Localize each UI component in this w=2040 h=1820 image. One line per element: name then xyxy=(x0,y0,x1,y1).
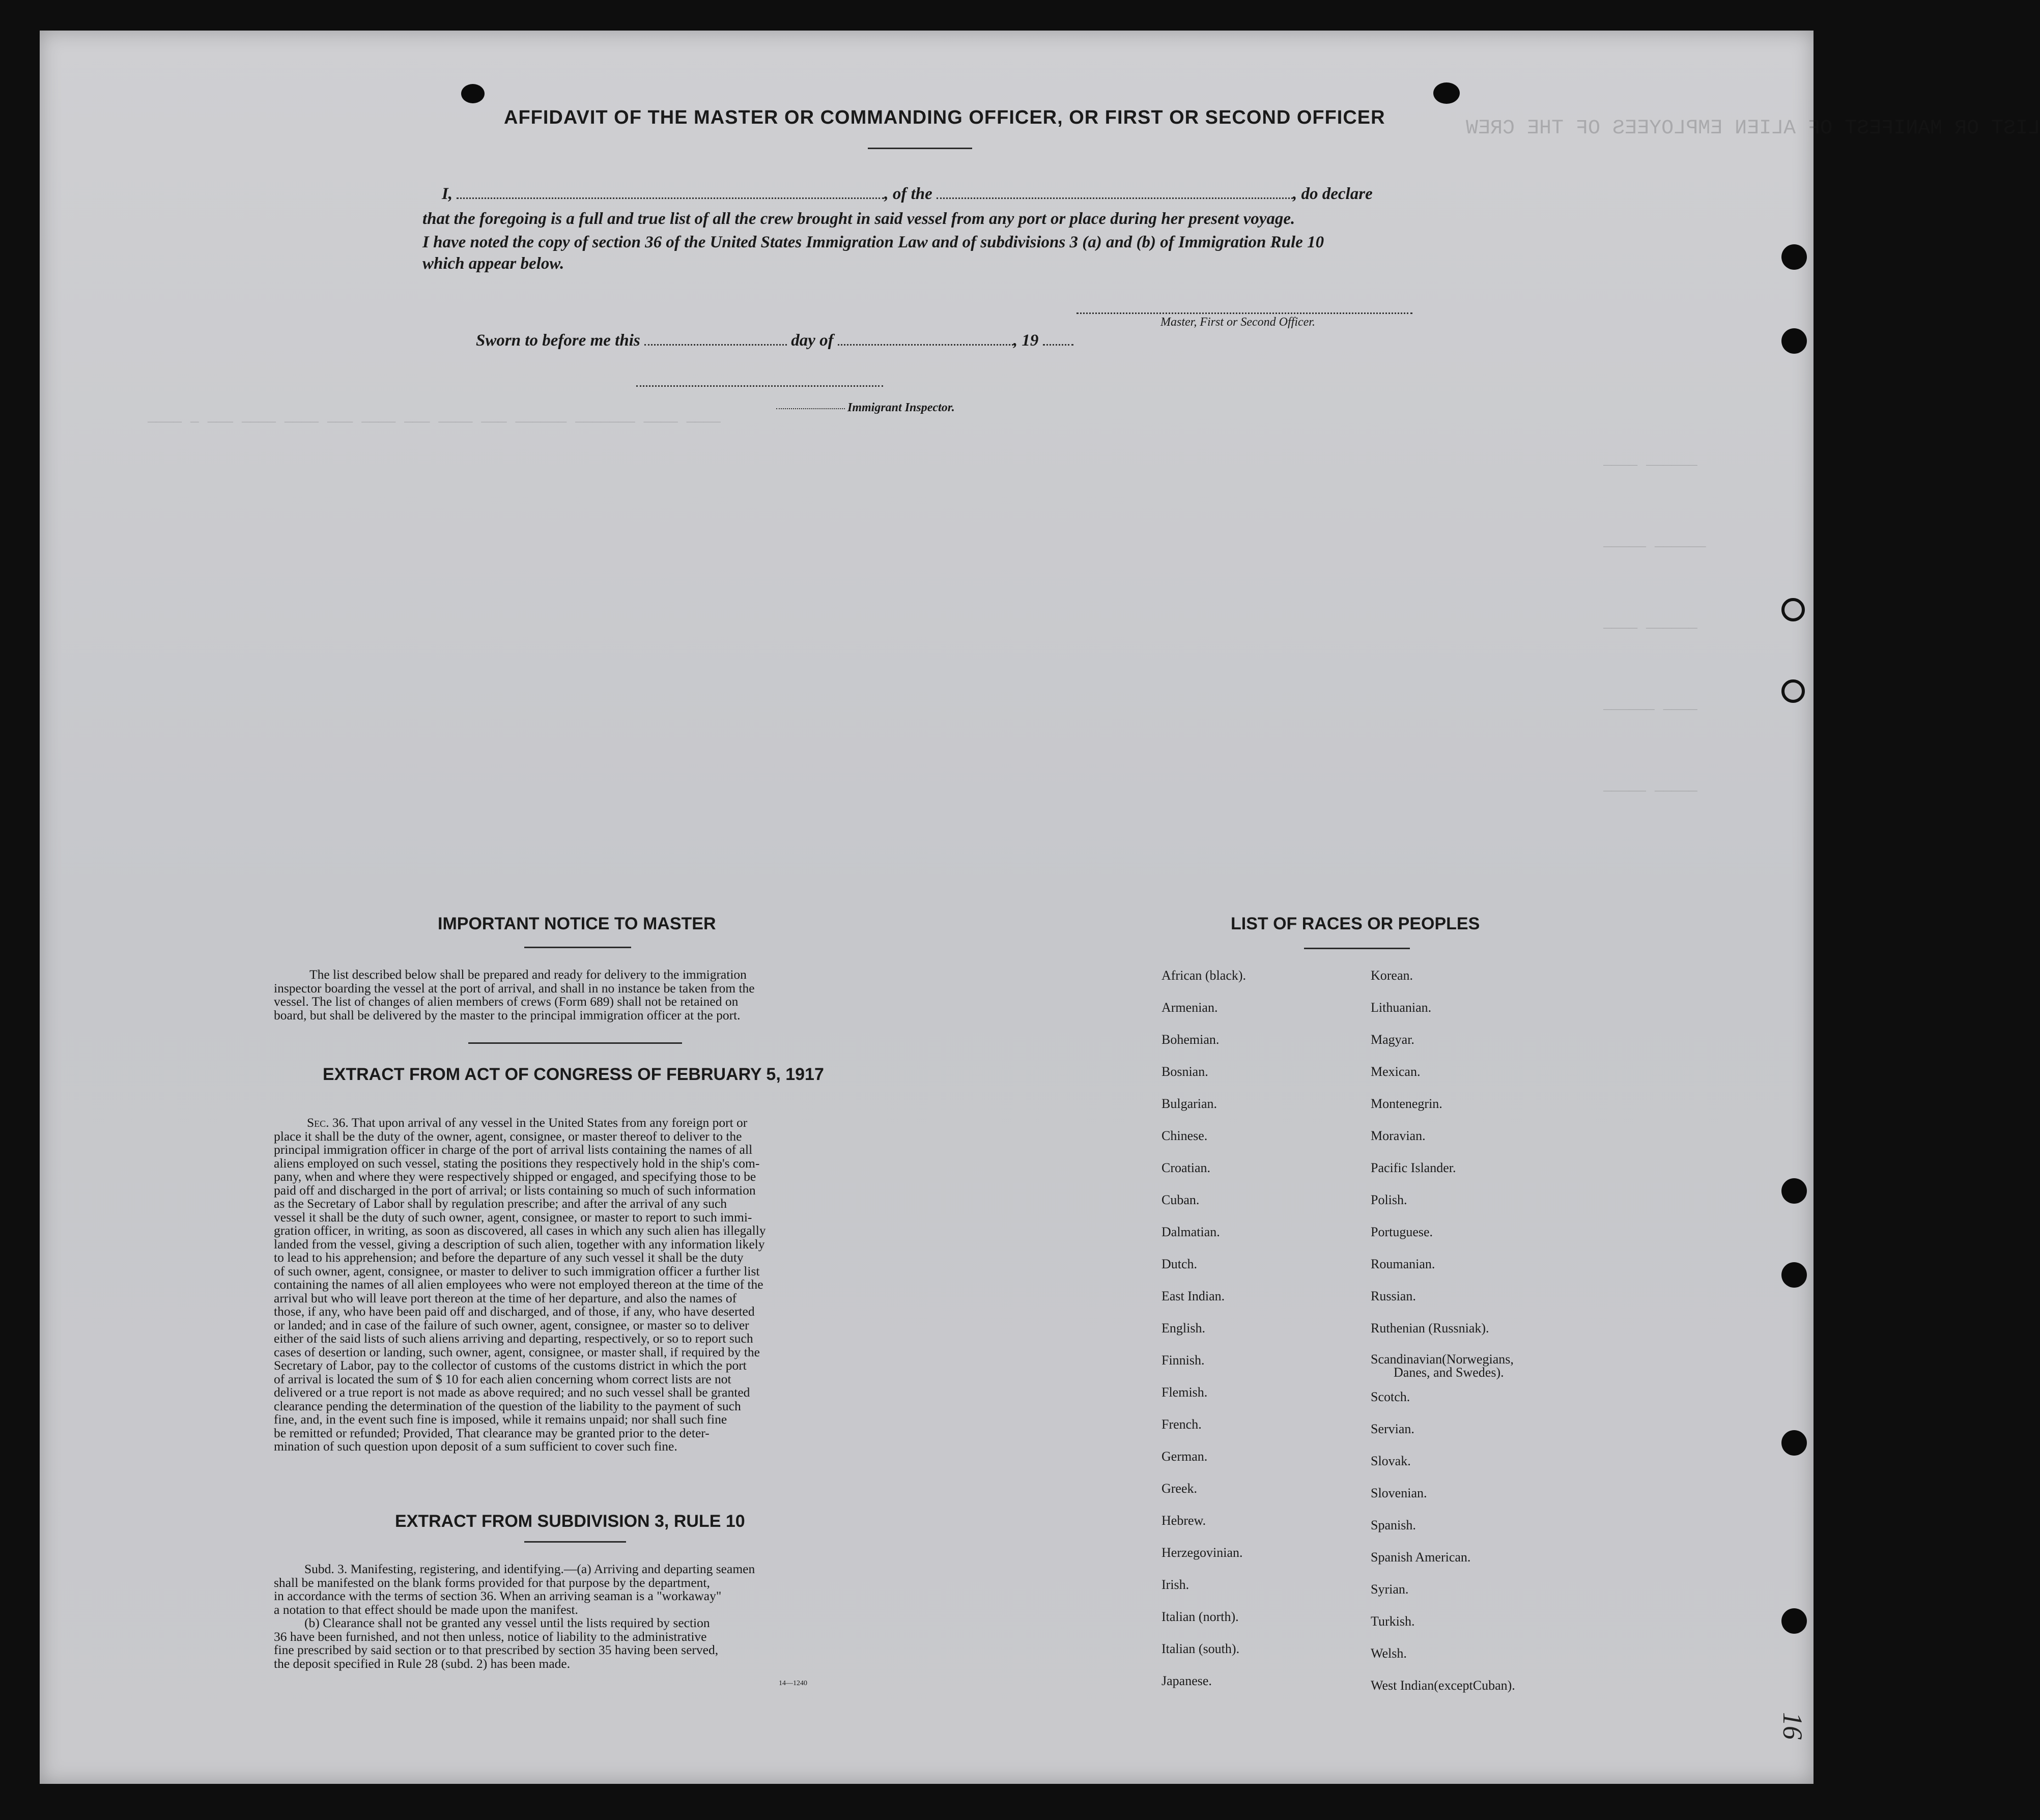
race-item: Russian. xyxy=(1371,1289,1416,1303)
handwritten-page-number: 16 xyxy=(1777,1712,1808,1740)
bleed-through-text: ______ ____ xyxy=(1603,697,1697,713)
act-line: either of the said lists of such aliens arriving and departing, respectively, or so to report such xyxy=(274,1331,753,1346)
officer-name-field[interactable] xyxy=(457,183,884,199)
act-line: That upon arrival of any vessel in the United States from any foreign port or xyxy=(351,1115,748,1130)
race-item: East Indian. xyxy=(1161,1289,1225,1303)
act-line: to lead to his apprehension; and before the departure of any such vessel it shall be the duty xyxy=(274,1250,744,1265)
race-item: Scotch. xyxy=(1371,1389,1410,1404)
race-item: Mexican. xyxy=(1371,1064,1421,1079)
rule-line: the deposit specified in Rule 28 (subd. 2) has been made. xyxy=(274,1656,571,1671)
notice-heading: IMPORTANT NOTICE TO MASTER xyxy=(438,914,716,933)
act-paragraph xyxy=(274,1116,880,1454)
race-item: Italian (south). xyxy=(1161,1641,1240,1656)
act-line: Secretary of Labor, pay to the collector of customs of the customs district in which the port xyxy=(274,1358,747,1373)
race-item: Greek. xyxy=(1161,1481,1198,1496)
act-line: delivered or a true report is not made as above required; and no such vessel shall be granted xyxy=(274,1385,750,1400)
act-line: be remitted or refunded; Provided, That clearance may be granted prior to the deter- xyxy=(274,1425,710,1440)
act-line: pany, when and where they were respectively shipped or engaged, and specifying those to be xyxy=(274,1169,756,1184)
affidavit-line-2: that the foregoing is a full and true list of all the crew brought in said vessel from any port or place during her present voyage. xyxy=(422,210,1295,228)
title-divider xyxy=(868,148,972,149)
race-item: Slovak. xyxy=(1371,1454,1411,1468)
race-item: African (black). xyxy=(1161,968,1246,983)
race-item: Dalmatian. xyxy=(1161,1225,1220,1239)
year-label: , 19 xyxy=(1013,331,1039,350)
bleed-through-text: ____ ______ xyxy=(1603,616,1697,632)
race-item: Bosnian. xyxy=(1161,1064,1208,1079)
race-item: Servian. xyxy=(1371,1421,1414,1436)
rule-line: shall be manifested on the blank forms provided for that purpose by the department, xyxy=(274,1575,710,1590)
affidavit-line-3: I have noted the copy of section 36 of the United States Immigration Law and of subdivisions 3 (a) and (b) of Immigration Rule 10 xyxy=(422,233,1324,251)
act-line: landed from the vessel, giving a description of such alien, together with any information likely xyxy=(274,1236,765,1252)
race-item: Turkish. xyxy=(1371,1614,1415,1629)
sec-label: Sec. 36. xyxy=(307,1115,349,1130)
races-divider xyxy=(1304,948,1410,949)
race-item: Chinese. xyxy=(1161,1128,1208,1143)
affidavit-title: AFFIDAVIT OF THE MASTER OR COMMANDING OFFICER, OR FIRST OR SECOND OFFICER xyxy=(504,107,1385,128)
affidavit-declaration-line xyxy=(442,183,1373,204)
race-item: Korean. xyxy=(1371,968,1413,983)
punch-hole xyxy=(1781,598,1805,621)
punch-hole xyxy=(461,84,485,103)
act-line: fine, and, in the event such fine is imposed, while it remains unpaid; nor shall such fine xyxy=(274,1412,727,1427)
notice-line: inspector boarding the vessel at the port of arrival, and shall in no instance be taken from the xyxy=(274,980,755,996)
race-item: Magyar. xyxy=(1371,1032,1414,1047)
rule-divider xyxy=(524,1541,626,1543)
race-item: Japanese. xyxy=(1161,1673,1212,1688)
punch-hole xyxy=(1781,328,1807,354)
punch-hole xyxy=(1781,1608,1807,1634)
races-heading: LIST OF RACES OR PEOPLES xyxy=(1231,914,1480,933)
rule-line: 36 have been furnished, and not then unless, notice of liability to the administrative xyxy=(274,1629,707,1644)
race-item: Portuguese. xyxy=(1371,1225,1433,1239)
rule-line: fine prescribed by said section or to that prescribed by section 35 having been served, xyxy=(274,1642,719,1657)
rule-line: Subd. 3. Manifesting, registering, and identifying.—(a) Arriving and departing seamen xyxy=(304,1561,755,1576)
rule-line: in accordance with the terms of section 36. When an arriving seaman is a "workaway" xyxy=(274,1588,722,1603)
race-item: Bohemian. xyxy=(1161,1032,1220,1047)
act-line: as the Secretary of Labor shall by regulation prescribe; and after the arrival of any such xyxy=(274,1196,727,1211)
do-declare-label: , do declare xyxy=(1293,185,1373,203)
race-item: Cuban. xyxy=(1161,1192,1200,1207)
act-line: of arrival is located the sum of $ 10 for each alien concerning whom correct lists are not xyxy=(274,1371,731,1386)
race-item: Welsh. xyxy=(1371,1646,1407,1661)
sworn-line xyxy=(476,330,1073,350)
race-item: Dutch. xyxy=(1161,1257,1198,1271)
i-label: I, xyxy=(442,185,453,203)
act-line: aliens employed on such vessel, stating the positions they respectively hold in the ship's com- xyxy=(274,1155,760,1171)
master-signature-field[interactable] xyxy=(1076,312,1412,314)
races-right-column xyxy=(1371,968,1605,1710)
race-item: Danes, and Swedes). xyxy=(1394,1365,1504,1380)
inspector-signature-field[interactable] xyxy=(636,385,883,387)
notice-line: board, but shall be delivered by the master to the principal immigration officer at the port. xyxy=(274,1007,741,1022)
race-item: Finnish. xyxy=(1161,1353,1205,1368)
punch-hole xyxy=(1433,82,1460,104)
act-line: arrival but who will leave port thereon at the time of her departure, and also the names of xyxy=(274,1290,737,1305)
inspector-caption: Immigrant Inspector. xyxy=(847,401,955,414)
rule-line: (b) Clearance shall not be granted any vessel until the lists required by section xyxy=(304,1615,710,1630)
race-item: Montenegrin. xyxy=(1371,1096,1442,1111)
race-item: Bulgarian. xyxy=(1161,1096,1217,1111)
race-item: Croatian. xyxy=(1161,1160,1211,1175)
rule-paragraph xyxy=(274,1562,874,1670)
race-item: Flemish. xyxy=(1161,1385,1208,1400)
act-line: vessel it shall be the duty of such owner, agent, consignee, or master to report to such immi- xyxy=(274,1209,752,1225)
race-item: Slovenian. xyxy=(1371,1486,1427,1500)
notice-line: vessel. The list of changes of alien members of crews (Form 689) shall not be retained on xyxy=(274,994,739,1009)
day-of-label: day of xyxy=(791,331,834,350)
notice-line: The list described below shall be prepared and ready for delivery to the immigration xyxy=(309,967,747,982)
vessel-name-field[interactable] xyxy=(937,183,1293,199)
act-line: gration officer, in writing, as soon as discovered, all cases in which any such alien has illegally xyxy=(274,1223,766,1238)
race-item: West Indian(exceptCuban). xyxy=(1371,1678,1515,1693)
punch-hole xyxy=(1781,244,1807,270)
act-line: cases of desertion or landing, such owner, agent, consignee, or master shall, if required by the xyxy=(274,1344,760,1359)
notice-bottom-divider xyxy=(468,1042,682,1044)
act-line: those, if any, who have been paid off and discharged, and of those, if any, who have deserted xyxy=(274,1304,755,1319)
race-item: French. xyxy=(1161,1417,1202,1432)
race-item: Hebrew. xyxy=(1161,1513,1206,1528)
race-item: Lithuanian. xyxy=(1371,1000,1432,1015)
sworn-label: Sworn to before me this xyxy=(476,331,640,350)
punch-hole xyxy=(1781,1430,1807,1456)
race-item: English. xyxy=(1161,1321,1205,1335)
sworn-day-field[interactable] xyxy=(644,330,787,346)
notice-paragraph xyxy=(274,968,880,1022)
notice-divider xyxy=(524,947,631,948)
inspector-name-field[interactable] xyxy=(776,408,845,409)
bleed-through-text: LIST OR MANIFEST OF ALIEN EMPLOYEES OF THE CREW xyxy=(1466,117,2040,140)
act-line: containing the names of all alien employees who were not employed thereon at the time of the xyxy=(274,1277,763,1292)
bleed-through-text: ____ _ ___ ____ ____ ___ ____ ___ ____ ___ ______ _______ ____ ____ xyxy=(148,410,721,425)
rule-line: a notation to that effect should be made upon the manifest. xyxy=(274,1602,578,1617)
race-item: Ruthenian (Russniak). xyxy=(1371,1321,1489,1335)
race-item: Pacific Islander. xyxy=(1371,1160,1456,1175)
race-item: Polish. xyxy=(1371,1192,1407,1207)
race-item: Moravian. xyxy=(1371,1128,1426,1143)
act-line: or landed; and in case of the failure of such owner, agent, consignee, or master so to deliver xyxy=(274,1317,749,1332)
bleed-through-text: _____ ______ xyxy=(1603,534,1706,550)
act-line: clearance pending the determination of the question of the liability to the payment of such xyxy=(274,1398,741,1413)
of-the-label: , of the xyxy=(884,185,932,203)
bleed-through-text: _____ _____ xyxy=(1603,779,1697,794)
rule-heading: EXTRACT FROM SUBDIVISION 3, RULE 10 xyxy=(395,1512,745,1531)
act-line: mination of such question upon deposit of a sum sufficient to cover such fine. xyxy=(274,1439,677,1454)
race-item: Italian (north). xyxy=(1161,1609,1239,1624)
affidavit-line-4: which appear below. xyxy=(422,254,564,273)
races-left-column xyxy=(1161,968,1355,1705)
race-item: Roumanian. xyxy=(1371,1257,1435,1271)
act-line: of such owner, agent, consignee, or master to deliver to such immigration officer a further list xyxy=(274,1263,760,1278)
act-line: principal immigration officer in charge of the port of arrival lists containing the names of all xyxy=(274,1142,753,1157)
punch-hole xyxy=(1781,1178,1807,1204)
punch-hole xyxy=(1781,679,1805,703)
act-line-first xyxy=(274,1116,880,1130)
race-item: Syrian. xyxy=(1371,1582,1409,1597)
act-line: place it shall be the duty of the owner, agent, consignee, or master thereof to deliver to the xyxy=(274,1128,742,1144)
race-item: Spanish. xyxy=(1371,1518,1416,1532)
race-item: Scandinavian(Norwegians, xyxy=(1371,1352,1514,1367)
act-line: paid off and discharged in the port of arrival; or lists containing so much of such information xyxy=(274,1182,756,1198)
race-item: Spanish American. xyxy=(1371,1550,1471,1565)
form-number: 14—1240 xyxy=(779,1680,807,1687)
race-item: Armenian. xyxy=(1161,1000,1218,1015)
race-item: German. xyxy=(1161,1449,1208,1464)
race-item: Herzegovinian. xyxy=(1161,1545,1243,1560)
bleed-through-text: ____ ______ xyxy=(1603,453,1697,469)
master-caption: Master, First or Second Officer. xyxy=(1160,316,1315,329)
punch-hole xyxy=(1781,1262,1807,1288)
act-heading: EXTRACT FROM ACT OF CONGRESS OF FEBRUARY 5, 1917 xyxy=(323,1065,824,1084)
sworn-month-field[interactable] xyxy=(838,330,1013,346)
sworn-year-field[interactable] xyxy=(1043,330,1073,346)
race-item: Irish. xyxy=(1161,1577,1189,1592)
